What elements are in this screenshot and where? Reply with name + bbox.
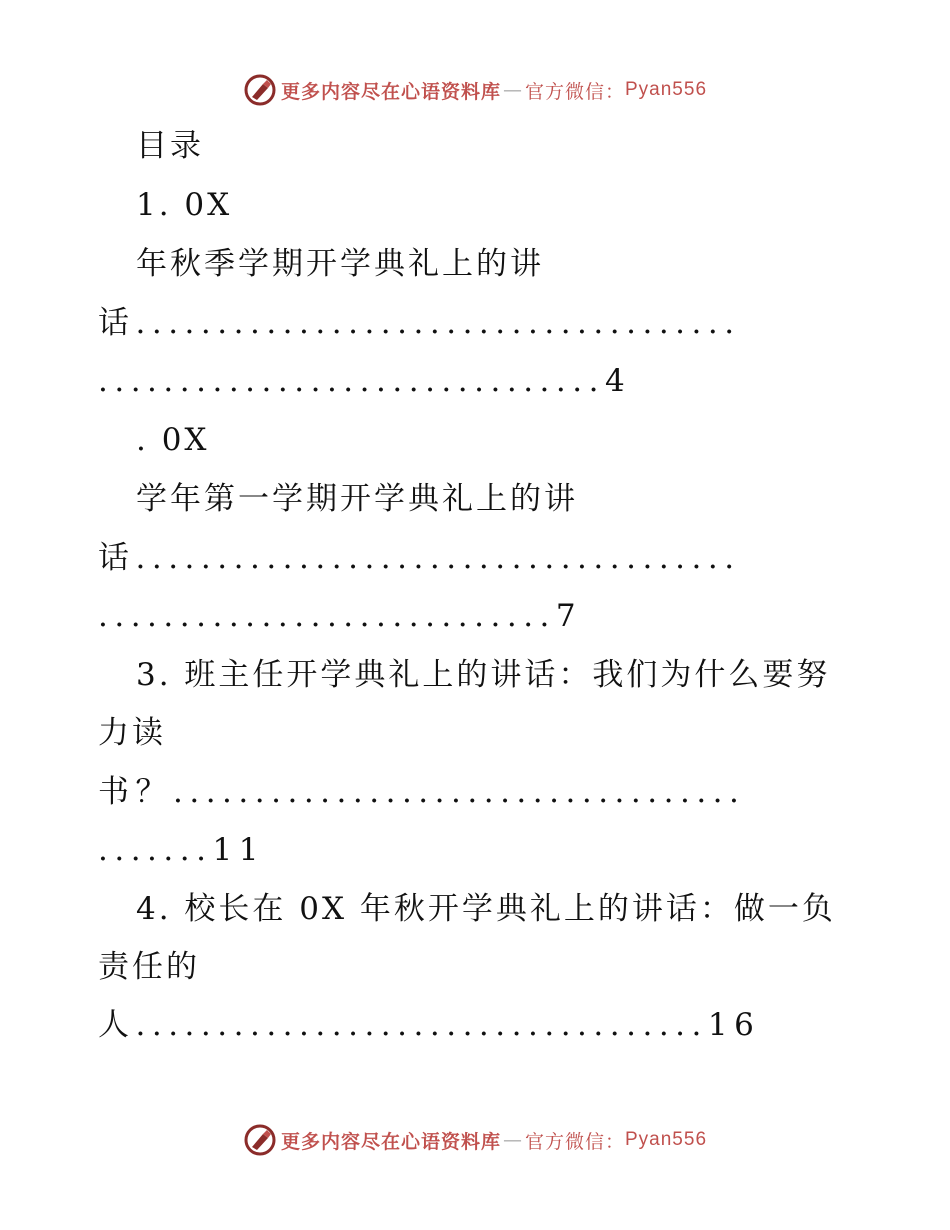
pen-nib-logo-icon <box>243 73 277 107</box>
toc-title: 目录 <box>136 128 204 164</box>
footer-banner <box>0 1120 950 1160</box>
banner-suffix: 官方微信： <box>524 1130 625 1153</box>
toc-line: ...............................4 <box>98 363 632 399</box>
toc-line: 4. 校长在 0X 年秋开学典礼上的讲话：做一负 <box>136 891 836 927</box>
banner-separator: — <box>502 79 523 101</box>
toc-line: 话..................................... <box>98 540 741 576</box>
toc-line: 年秋季学期开学典礼上的讲 <box>136 246 544 282</box>
toc-line: . 0X <box>136 422 210 458</box>
banner-suffix: 官方微信： <box>524 80 625 103</box>
toc-line: 书？................................... <box>98 774 746 810</box>
toc-line: 1. 0X <box>136 187 233 223</box>
toc-line: 学年第一学期开学典礼上的讲 <box>136 481 578 517</box>
toc-line: 话..................................... <box>98 305 741 341</box>
toc-line: ............................7 <box>98 598 583 634</box>
header-banner <box>0 70 950 110</box>
banner-text: 更多内容尽在心语资料库 <box>280 80 501 103</box>
toc-line: .......11 <box>98 832 265 868</box>
toc-line: 3. 班主任开学典礼上的讲话：我们为什么要努 <box>136 657 831 693</box>
banner-text: 更多内容尽在心语资料库 <box>280 1130 501 1153</box>
banner-wechat-id: Pyan556 <box>625 1129 708 1150</box>
pen-nib-logo-icon <box>243 1123 277 1157</box>
toc-line: 人...................................16 <box>98 1007 761 1043</box>
banner-wechat-id: Pyan556 <box>625 79 708 100</box>
toc-line: 力读 <box>98 715 166 751</box>
toc-line: 责任的 <box>98 949 200 985</box>
banner-separator: — <box>502 1129 523 1151</box>
